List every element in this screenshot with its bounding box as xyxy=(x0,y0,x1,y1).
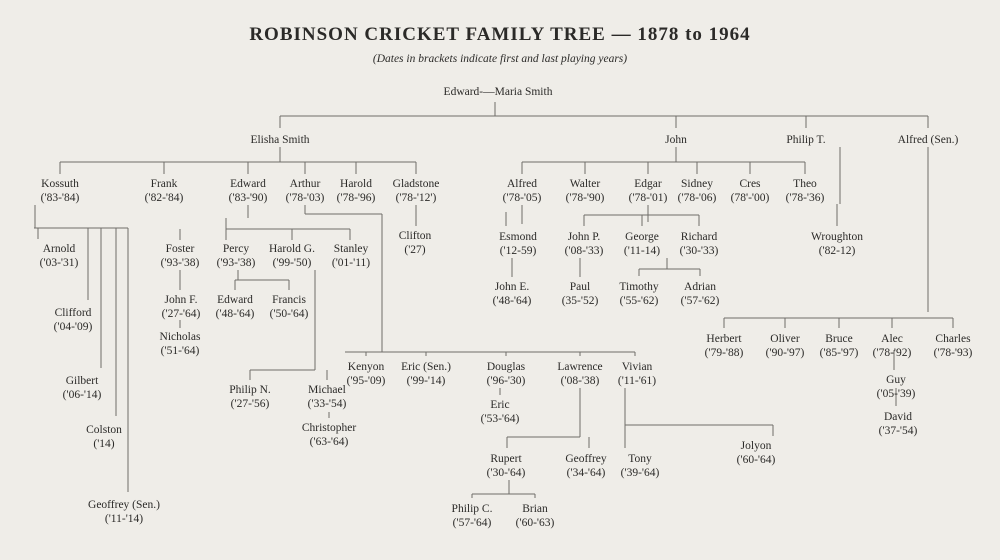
person-philip-c xyxy=(452,502,493,530)
person-dates: ('78-'93) xyxy=(933,347,973,359)
person-name: Harold xyxy=(340,178,372,190)
person-name: Guy xyxy=(886,374,906,386)
person-dates: ('60-'64) xyxy=(736,454,776,466)
person-name: Geoffrey (Sen.) xyxy=(88,499,160,511)
person-gladstone xyxy=(393,177,440,205)
person-dates: ('03-'31) xyxy=(39,257,79,269)
person-name: George xyxy=(625,231,659,243)
person-dates: (35-'52) xyxy=(561,295,599,307)
person-name: Nicholas xyxy=(159,331,201,343)
person-stanley xyxy=(332,242,370,270)
person-dates: ('27) xyxy=(404,244,426,256)
person-clifton xyxy=(399,229,432,257)
person-kenyon xyxy=(347,360,386,388)
person-dates: ('90-'97) xyxy=(765,347,805,359)
person-dates: ('04-'09) xyxy=(53,321,93,333)
person-name: Alec xyxy=(881,333,903,345)
person-name: Michael xyxy=(308,384,346,396)
person-geoffrey xyxy=(565,452,606,480)
person-timothy xyxy=(619,280,658,308)
person-charles xyxy=(934,332,973,360)
person-name: Edward xyxy=(230,178,266,190)
person-michael xyxy=(308,383,347,411)
person-name: Colston xyxy=(86,424,122,436)
person-dates: ('78-'03) xyxy=(285,192,325,204)
person-john-e xyxy=(493,280,532,308)
person-dates: ('96-'30) xyxy=(486,375,526,387)
person-dates: ('50-'64) xyxy=(269,308,309,320)
person-name: Stanley xyxy=(333,243,369,255)
person-philip-t xyxy=(786,133,825,147)
person-name: David xyxy=(883,411,913,423)
person-christopher xyxy=(302,421,356,449)
person-name: Foster xyxy=(165,243,195,255)
person-name: Timothy xyxy=(619,281,659,293)
person-name: Lawrence xyxy=(557,361,603,373)
person-dates: ('79-'88) xyxy=(704,347,744,359)
person-dates: ('78-'12') xyxy=(395,192,437,204)
person-name: Frank xyxy=(150,178,178,190)
person-dates: ('78-'05) xyxy=(502,192,542,204)
person-dates: ('48-'64) xyxy=(215,308,255,320)
person-name: Francis xyxy=(272,294,306,306)
person-dates: ('51-'64) xyxy=(160,345,200,357)
person-dates: ('93-'38) xyxy=(216,257,256,269)
person-dates: ('63-'64) xyxy=(309,436,349,448)
person-wroughton xyxy=(811,230,863,258)
person-dates: ('11-'14) xyxy=(104,513,144,525)
person-name: Cres xyxy=(739,178,761,190)
person-john xyxy=(665,133,687,147)
person-dates: ('82-'84) xyxy=(144,192,184,204)
person-name: Edward xyxy=(217,294,253,306)
person-dates: ('11-'61) xyxy=(617,375,657,387)
person-dates: ('05-'39) xyxy=(876,388,916,400)
person-dates: ('60-'63) xyxy=(515,517,555,529)
person-name: Sidney xyxy=(681,178,713,190)
person-name: Elisha Smith xyxy=(250,134,310,146)
person-kossuth xyxy=(41,177,80,205)
person-jolyon xyxy=(737,439,776,467)
person-lawrence xyxy=(557,360,602,388)
person-clifford xyxy=(54,306,93,334)
person-vivian xyxy=(618,360,656,388)
person-dates: ('78-'06) xyxy=(677,192,717,204)
page-subtitle: (Dates in brackets indicate first and last playing years) xyxy=(372,53,628,65)
person-name: Vivian xyxy=(621,361,653,373)
person-name: Adrian xyxy=(684,281,716,293)
person-john-p xyxy=(565,230,604,258)
person-root xyxy=(444,85,553,99)
person-name: Alfred xyxy=(506,178,538,190)
person-dates: ('78-'01) xyxy=(628,192,668,204)
person-name: Richard xyxy=(680,231,718,243)
person-tony xyxy=(621,452,660,480)
person-rupert xyxy=(487,452,526,480)
person-dates: ('27-'56) xyxy=(230,398,270,410)
person-name: Philip N. xyxy=(229,384,271,396)
person-harold xyxy=(337,177,376,205)
person-name: Wroughton xyxy=(811,231,863,243)
person-frank xyxy=(145,177,184,205)
person-dates: ('06-'14) xyxy=(62,389,102,401)
person-richard xyxy=(680,230,719,258)
person-name: Charles xyxy=(935,333,971,345)
person-alec xyxy=(873,332,912,360)
person-name: John P. xyxy=(567,231,601,243)
person-adrian xyxy=(681,280,720,308)
person-alfred xyxy=(503,177,542,205)
person-paul xyxy=(562,280,599,308)
person-dates: ('11-14) xyxy=(623,245,661,257)
person-name: Eric (Sen.) xyxy=(401,361,451,373)
person-dates: ('08-'38) xyxy=(560,375,600,387)
person-oliver xyxy=(766,332,805,360)
person-dates: ('12-59) xyxy=(499,245,537,257)
person-edward xyxy=(229,177,268,205)
person-name: Arnold xyxy=(42,243,76,255)
person-geoffrey-sen xyxy=(88,498,160,526)
person-dates: ('08-'33) xyxy=(564,245,604,257)
person-name: Paul xyxy=(569,281,591,293)
person-edward-jr xyxy=(216,293,255,321)
person-name: Clifton xyxy=(398,230,432,242)
person-name: Philip T. xyxy=(786,134,826,146)
person-name: John xyxy=(665,134,687,146)
person-name: Harold G. xyxy=(269,243,315,255)
person-name: Bruce xyxy=(825,333,853,345)
person-dates: ('83-'90) xyxy=(228,192,268,204)
person-dates: ('85-'97) xyxy=(819,347,859,359)
person-dates: ('48-'64) xyxy=(492,295,532,307)
person-dates: ('34-'64) xyxy=(566,467,606,479)
person-name: Eric xyxy=(490,399,510,411)
person-name: Walter xyxy=(569,178,601,190)
person-herbert xyxy=(705,332,744,360)
person-name: Arthur xyxy=(289,178,321,190)
person-name: Brian xyxy=(522,503,548,515)
person-name: Kossuth xyxy=(41,178,79,190)
person-dates: ('99-'50) xyxy=(272,257,312,269)
person-name: Esmond xyxy=(499,231,537,243)
person-dates: ('37-'54) xyxy=(878,425,918,437)
person-dates: ('57-'62) xyxy=(680,295,720,307)
person-theo xyxy=(786,177,825,205)
person-dates: ('78-'92) xyxy=(872,347,912,359)
person-name: Kenyon xyxy=(347,361,385,373)
person-name: Tony xyxy=(628,453,652,465)
person-dates: ('83-'84) xyxy=(40,192,80,204)
person-name: Alfred (Sen.) xyxy=(897,134,959,146)
person-dates: ('27-'64) xyxy=(161,308,201,320)
person-dates: ('14) xyxy=(93,438,115,450)
person-name: Douglas xyxy=(486,361,526,373)
person-arnold xyxy=(40,242,79,270)
person-name: Clifford xyxy=(54,307,92,319)
person-name: Philip C. xyxy=(451,503,493,515)
person-cres xyxy=(731,177,770,205)
person-dates: ('30-'64) xyxy=(486,467,526,479)
person-eric xyxy=(481,398,520,426)
person-dates: ('82-12) xyxy=(818,245,856,257)
person-colston xyxy=(86,423,122,451)
person-gilbert xyxy=(63,374,102,402)
person-name: Geoffrey xyxy=(565,453,607,465)
person-dates: ('57-'64) xyxy=(452,517,492,529)
person-foster xyxy=(161,242,200,270)
person-esmond xyxy=(499,230,537,258)
person-dates: ('99-'14) xyxy=(406,375,446,387)
person-name: Edgar xyxy=(634,178,662,190)
person-dates: (78'-'00) xyxy=(730,192,770,204)
person-name: Jolyon xyxy=(740,440,772,452)
person-name: Theo xyxy=(793,178,817,190)
person-alfred-sen xyxy=(898,133,959,147)
person-dates: ('39-'64) xyxy=(620,467,660,479)
person-name: Gladstone xyxy=(392,178,440,190)
person-name: Oliver xyxy=(770,333,800,345)
person-name: John F. xyxy=(164,294,198,306)
person-brian xyxy=(516,502,555,530)
person-dates: ('33-'54) xyxy=(307,398,347,410)
person-douglas xyxy=(487,360,526,388)
person-philip-n xyxy=(229,383,271,411)
person-dates: ('53-'64) xyxy=(480,413,520,425)
person-bruce xyxy=(820,332,859,360)
person-name: Gilbert xyxy=(65,375,99,387)
person-edgar xyxy=(629,177,668,205)
person-john-f xyxy=(162,293,201,321)
person-nicholas xyxy=(160,330,201,358)
person-arthur xyxy=(286,177,325,205)
person-dates: ('78-'96) xyxy=(336,192,376,204)
person-dates: ('78-'36) xyxy=(785,192,825,204)
person-name: Percy xyxy=(222,243,250,255)
page-title: ROBINSON CRICKET FAMILY TREE — 1878 to 1964 xyxy=(249,24,751,45)
person-dates: ('93-'38) xyxy=(160,257,200,269)
person-dates: ('95-'09) xyxy=(346,375,386,387)
person-george xyxy=(624,230,660,258)
person-dates: ('78-'90) xyxy=(565,192,605,204)
person-percy xyxy=(217,242,256,270)
person-name: Herbert xyxy=(706,333,742,345)
person-name: Rupert xyxy=(490,453,522,465)
person-dates: ('55-'62) xyxy=(619,295,659,307)
person-name: John E. xyxy=(494,281,530,293)
person-elisha xyxy=(250,133,309,147)
person-walter xyxy=(566,177,605,205)
person-dates: ('30-'33) xyxy=(679,245,719,257)
person-name: Christopher xyxy=(301,422,357,434)
person-david xyxy=(879,410,918,438)
person-dates: ('01-'11) xyxy=(331,257,371,269)
person-eric-sen xyxy=(401,360,451,388)
person-sidney xyxy=(678,177,717,205)
person-name: Edward-—Maria Smith xyxy=(443,86,553,98)
person-guy xyxy=(877,373,916,401)
person-harold-g xyxy=(269,242,315,270)
person-francis xyxy=(270,293,309,321)
